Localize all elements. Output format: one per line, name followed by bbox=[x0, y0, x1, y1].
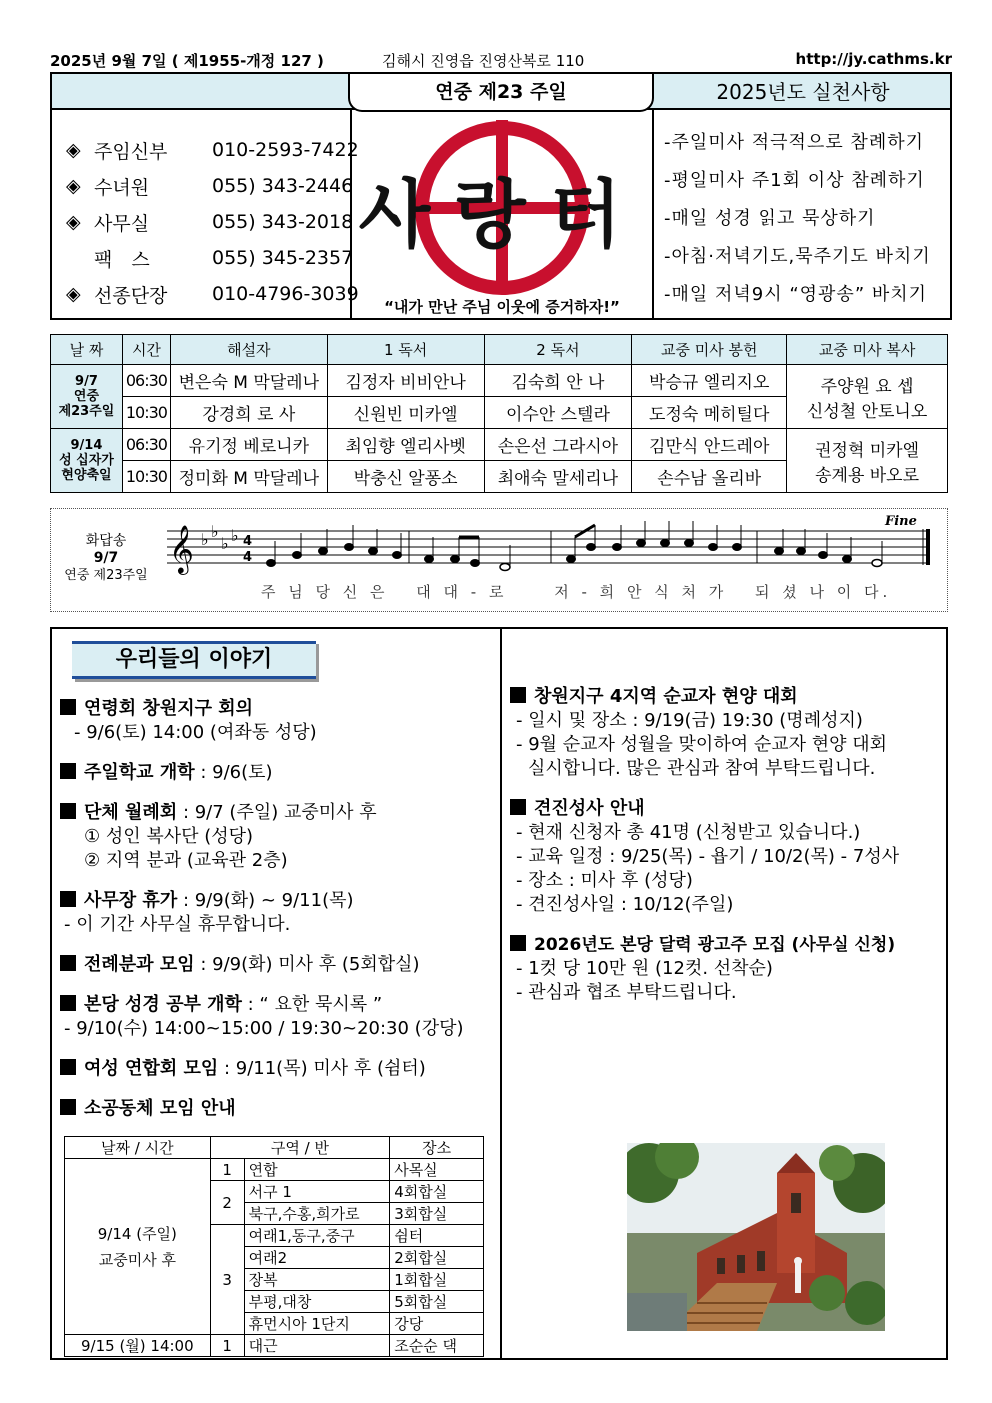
contact-label: 팩 스 bbox=[94, 248, 150, 271]
contact-phone[interactable]: 055) 343-2446 bbox=[212, 175, 354, 197]
area-cell: 여래2 bbox=[244, 1247, 390, 1269]
area-cell: 여래1,동구,중구 bbox=[244, 1225, 390, 1247]
section-cell: 1 bbox=[210, 1159, 244, 1181]
table-header-row bbox=[65, 1137, 484, 1159]
svg-text:♭: ♭ bbox=[211, 522, 219, 541]
notice-title: 창원지구 4지역 순교자 현양 대회 bbox=[534, 686, 798, 707]
notice-detail: : 9/9(화) ~ 9/11(목) bbox=[177, 890, 354, 911]
notice-title: 사무장 휴가 bbox=[84, 890, 178, 911]
contact-phone[interactable]: 055) 343-2018 bbox=[212, 211, 354, 233]
svg-text:♭: ♭ bbox=[201, 530, 209, 549]
square-bullet-icon bbox=[510, 799, 526, 815]
contact-row bbox=[66, 168, 366, 204]
music-staff bbox=[167, 511, 937, 581]
time-cell: 10:30 bbox=[122, 397, 170, 429]
date-line: 제23주일 bbox=[58, 404, 115, 419]
place-cell: 2회합실 bbox=[390, 1247, 484, 1269]
contact-label: 주임신부 bbox=[94, 140, 168, 163]
area-cell: 연합 bbox=[244, 1159, 390, 1181]
notice-title: 연령회 창원지구 회의 bbox=[84, 698, 254, 719]
notice-title: 주일학교 개학 bbox=[84, 762, 195, 783]
reading1-cell: 김정자 비비안나 bbox=[327, 365, 484, 397]
bullet-icon: ◈ bbox=[66, 175, 81, 197]
square-bullet-icon bbox=[510, 935, 526, 951]
header-time: 시간 bbox=[122, 335, 170, 365]
place-cell: 1회합실 bbox=[390, 1269, 484, 1291]
psalm-music bbox=[50, 508, 948, 612]
notice-item bbox=[510, 685, 944, 781]
notice-line: - 교육 일정 : 9/25(목) - 욥기 / 10/2(목) - 7성사 bbox=[516, 846, 900, 867]
section-cell: 1 bbox=[210, 1335, 244, 1357]
svg-text:♭: ♭ bbox=[231, 526, 239, 545]
contact-label: 사무실 bbox=[94, 212, 150, 235]
notice-line: - 현재 신청자 총 41명 (신청받고 있습니다.) bbox=[516, 822, 861, 843]
right-column bbox=[510, 685, 944, 1021]
offering-cell: 박승규 엘리지오 bbox=[632, 365, 787, 397]
contact-fax[interactable]: 055) 345-2357 bbox=[212, 247, 354, 269]
table-row bbox=[65, 1335, 484, 1357]
issue-date: 2025년 9월 7일 ( 제1955-개정 127 ) bbox=[50, 52, 324, 70]
date-line: 연중 bbox=[73, 389, 100, 404]
reading2-cell: 김숙희 안 나 bbox=[484, 365, 632, 397]
commentator-cell: 변은숙 M 막달레나 bbox=[170, 365, 327, 397]
place-cell: 4회합실 bbox=[390, 1181, 484, 1203]
fine-mark: Fine bbox=[885, 514, 917, 529]
server-name: 주양원 요 셉 bbox=[820, 376, 914, 397]
bullet-icon: ◈ bbox=[66, 283, 81, 305]
contact-phone[interactable]: 010-4796-3039 bbox=[212, 283, 359, 305]
notice-line: ② 지역 분과 (교육관 2층) bbox=[84, 850, 288, 871]
notice-title: 본당 성경 공부 개학 bbox=[84, 994, 242, 1015]
svg-text:4: 4 bbox=[243, 534, 253, 549]
header-date: 날 짜 bbox=[51, 335, 123, 365]
reading2-cell: 이수안 스텔라 bbox=[484, 397, 632, 429]
place-cell: 사목실 bbox=[390, 1159, 484, 1181]
square-bullet-icon bbox=[60, 891, 76, 907]
psalm-lyrics: 주 님 당 신 은 대 대 - 로 저 - 희 안 식 처 가 되 셨 나 이 다. bbox=[261, 583, 892, 601]
psalm-date: 9/7 bbox=[93, 550, 119, 566]
servers-cell bbox=[787, 429, 948, 493]
notice-title: 전례분과 모임 bbox=[84, 954, 195, 975]
stories-title: 우리들의 이야기 bbox=[72, 641, 316, 679]
notice-item bbox=[510, 933, 944, 1005]
reading1-cell: 신원빈 미카엘 bbox=[327, 397, 484, 429]
meeting-time: 교중미사 후 bbox=[98, 1250, 176, 1269]
logo-area bbox=[350, 110, 654, 320]
psalm-sunday: 연중 제23주일 bbox=[64, 568, 148, 583]
place-cell: 강당 bbox=[390, 1313, 484, 1335]
contact-row bbox=[66, 276, 366, 312]
time-cell: 10:30 bbox=[122, 461, 170, 493]
svg-text:♭: ♭ bbox=[221, 534, 229, 553]
square-bullet-icon bbox=[60, 995, 76, 1011]
notice-detail: : 9/6(토) bbox=[194, 762, 273, 783]
notice-line: - 장소 : 미사 후 (성당) bbox=[516, 870, 693, 891]
sunday-title: 연중 제23 주일 bbox=[348, 74, 654, 112]
area-cell: 휴먼시아 1단지 bbox=[244, 1313, 390, 1335]
section-cell: 2 bbox=[210, 1181, 244, 1225]
notice-item bbox=[60, 993, 490, 1041]
notice-heading bbox=[60, 993, 490, 1017]
notice-item bbox=[510, 797, 944, 917]
header-offering: 교중 미사 봉헌 bbox=[632, 335, 787, 365]
practice-item: -주일미사 적극적으로 참례하기 bbox=[664, 132, 924, 153]
servers-cell bbox=[787, 365, 948, 429]
contact-row bbox=[66, 240, 366, 276]
square-bullet-icon bbox=[60, 1099, 76, 1115]
notice-detail: : 9/11(목) 미사 후 (쉼터) bbox=[218, 1058, 426, 1079]
area-cell: 북구,수홍,희가로 bbox=[244, 1203, 390, 1225]
notice-heading bbox=[60, 953, 490, 977]
offering-cell: 도정숙 메히틸다 bbox=[632, 397, 787, 429]
section-cell: 3 bbox=[210, 1225, 244, 1335]
schedule-date-cell bbox=[51, 365, 123, 429]
notice-line: - 견진성사일 : 10/12(주일) bbox=[516, 894, 734, 915]
notice-line: - 일시 및 장소 : 9/19(금) 19:30 (명례성지) bbox=[516, 710, 863, 731]
notice-line: - 이 기간 사무실 휴무합니다. bbox=[64, 914, 291, 935]
notice-item bbox=[60, 1097, 490, 1121]
notice-line: - 9/10(수) 14:00~15:00 / 19:30~20:30 (강당) bbox=[64, 1018, 464, 1039]
date-line: 현양축일 bbox=[61, 468, 112, 483]
practice-item: -매일 성경 읽고 묵상하기 bbox=[664, 208, 876, 229]
parish-url[interactable]: http://jy.cathms.kr bbox=[795, 50, 952, 68]
place-cell: 조순순 댁 bbox=[390, 1335, 484, 1357]
notice-detail: : “ 요한 묵시록 ” bbox=[241, 994, 383, 1015]
notice-heading bbox=[60, 697, 490, 721]
place-cell: 쉼터 bbox=[390, 1225, 484, 1247]
area-cell: 대근 bbox=[244, 1335, 390, 1357]
meeting-date-cell: 9/15 (월) 14:00 bbox=[65, 1335, 211, 1357]
server-name: 신성철 안토니오 bbox=[806, 401, 928, 422]
notice-item bbox=[60, 889, 490, 937]
notice-detail: : 9/9(화) 미사 후 (5회합실) bbox=[194, 954, 420, 975]
notice-line: - 관심과 협조 부탁드립니다. bbox=[516, 982, 737, 1003]
psalm-label: 화답송 bbox=[85, 533, 127, 549]
header-area: 구역 / 반 bbox=[210, 1137, 390, 1159]
notice-heading bbox=[510, 685, 944, 709]
notice-line: - 9/6(토) 14:00 (여좌동 성당) bbox=[74, 722, 317, 743]
notice-heading bbox=[60, 1097, 490, 1121]
column-divider bbox=[500, 629, 502, 1358]
notice-detail: : 9/7 (주일) 교중미사 후 bbox=[177, 802, 377, 823]
time-cell: 06:30 bbox=[122, 365, 170, 397]
notice-heading bbox=[60, 761, 490, 785]
psalm-label-block bbox=[51, 533, 161, 584]
header-commentator: 해설자 bbox=[170, 335, 327, 365]
table-row bbox=[51, 365, 948, 397]
header-reading1: 1 독서 bbox=[327, 335, 484, 365]
notice-heading bbox=[510, 797, 944, 821]
table-row bbox=[65, 1159, 484, 1181]
treble-clef-icon: 𝄞 bbox=[169, 524, 194, 573]
commentator-cell: 정미화 M 막달레나 bbox=[170, 461, 327, 493]
square-bullet-icon bbox=[60, 1059, 76, 1075]
commentator-cell: 강경희 로 사 bbox=[170, 397, 327, 429]
notice-line: 실시합니다. 많은 관심과 참여 부탁드립니다. bbox=[528, 758, 876, 779]
reading2-cell: 손은선 그라시아 bbox=[484, 429, 632, 461]
practice-item: -아침·저녁기도,묵주기도 바치기 bbox=[664, 246, 931, 267]
schedule-date-cell bbox=[51, 429, 123, 493]
bullet-icon: ◈ bbox=[66, 211, 81, 233]
place-cell: 5회합실 bbox=[390, 1291, 484, 1313]
reading1-cell: 박충신 알퐁소 bbox=[327, 461, 484, 493]
area-cell: 부평,대창 bbox=[244, 1291, 390, 1313]
practice-item: -평일미사 주1회 이상 참례하기 bbox=[664, 170, 925, 191]
notice-title: 견진성사 안내 bbox=[534, 798, 645, 819]
server-name: 송계용 바오로 bbox=[815, 465, 920, 486]
notice-item bbox=[60, 801, 490, 873]
contact-row bbox=[66, 132, 366, 168]
reading1-cell: 최임향 엘리사벳 bbox=[327, 429, 484, 461]
notice-title: 2026년도 본당 달력 광고주 모집 (사무실 신청) bbox=[534, 935, 896, 955]
header-servers: 교중 미사 복사 bbox=[787, 335, 948, 365]
contact-list bbox=[66, 132, 366, 312]
notice-title: 단체 월례회 bbox=[84, 802, 178, 823]
date-line: 성 십자가 bbox=[59, 453, 114, 468]
notice-item bbox=[60, 953, 490, 977]
notice-line: - 9월 순교자 성월을 맞이하여 순교자 현양 대회 bbox=[516, 734, 887, 755]
square-bullet-icon bbox=[510, 687, 526, 703]
stories-section bbox=[50, 627, 948, 1360]
bullet-icon: ◈ bbox=[66, 139, 81, 161]
server-name: 권정혁 미카엘 bbox=[815, 440, 920, 461]
time-cell: 06:30 bbox=[122, 429, 170, 461]
contact-label: 수녀원 bbox=[94, 176, 150, 199]
practice-title: 2025년도 실천사항 bbox=[716, 80, 890, 104]
notice-item bbox=[60, 761, 490, 785]
meeting-date: 9/14 (주일) bbox=[97, 1224, 177, 1243]
area-cell: 서구 1 bbox=[244, 1181, 390, 1203]
schedule-header-row bbox=[51, 335, 948, 365]
date-line: 9/7 bbox=[75, 374, 98, 389]
date-line: 9/14 bbox=[70, 438, 103, 453]
notice-line: ① 성인 복사단 (성당) bbox=[84, 826, 254, 847]
left-column bbox=[60, 697, 490, 1137]
notice-heading bbox=[60, 801, 490, 825]
notice-item bbox=[60, 697, 490, 745]
area-cell: 장복 bbox=[244, 1269, 390, 1291]
contact-phone[interactable]: 010-2593-7422 bbox=[212, 139, 359, 161]
offering-cell: 손수남 올리바 bbox=[632, 461, 787, 493]
table-row bbox=[51, 429, 948, 461]
header-date-time: 날짜 / 시간 bbox=[65, 1137, 211, 1159]
offering-cell: 김만식 안드레아 bbox=[632, 429, 787, 461]
square-bullet-icon bbox=[60, 763, 76, 779]
mass-schedule-table bbox=[50, 334, 948, 493]
notice-item bbox=[60, 1057, 490, 1081]
banner bbox=[50, 72, 952, 320]
church-photo bbox=[627, 1143, 885, 1331]
contact-row bbox=[66, 204, 366, 240]
community-meeting-table bbox=[64, 1136, 484, 1357]
header-place: 장소 bbox=[390, 1137, 484, 1159]
square-bullet-icon bbox=[60, 955, 76, 971]
reading2-cell: 최애숙 말세리나 bbox=[484, 461, 632, 493]
notice-line: - 1컷 당 10만 원 (12컷. 선착순) bbox=[516, 958, 773, 979]
parish-address: 김해시 진영읍 진영산복로 110 bbox=[382, 52, 585, 70]
contact-label: 선종단장 bbox=[94, 284, 168, 307]
commentator-cell: 유기정 베로니카 bbox=[170, 429, 327, 461]
practice-item: -매일 저녁9시 “영광송” 바치기 bbox=[664, 284, 928, 305]
notice-title: 소공동체 모임 안내 bbox=[84, 1098, 236, 1119]
svg-text:4: 4 bbox=[243, 550, 253, 565]
header-reading2: 2 독서 bbox=[484, 335, 632, 365]
logo-text: 사랑터 bbox=[358, 172, 646, 258]
meeting-date-cell bbox=[65, 1159, 211, 1335]
notice-heading bbox=[510, 933, 944, 957]
slogan: “내가 만난 주님 이웃에 증거하자!” bbox=[384, 298, 620, 316]
practice-list bbox=[664, 124, 954, 314]
notice-heading bbox=[60, 889, 490, 913]
notice-title: 여성 연합회 모임 bbox=[84, 1058, 219, 1079]
sarangter-logo bbox=[352, 110, 652, 296]
square-bullet-icon bbox=[60, 803, 76, 819]
place-cell: 3회합실 bbox=[390, 1203, 484, 1225]
square-bullet-icon bbox=[60, 699, 76, 715]
notice-heading bbox=[60, 1057, 490, 1081]
